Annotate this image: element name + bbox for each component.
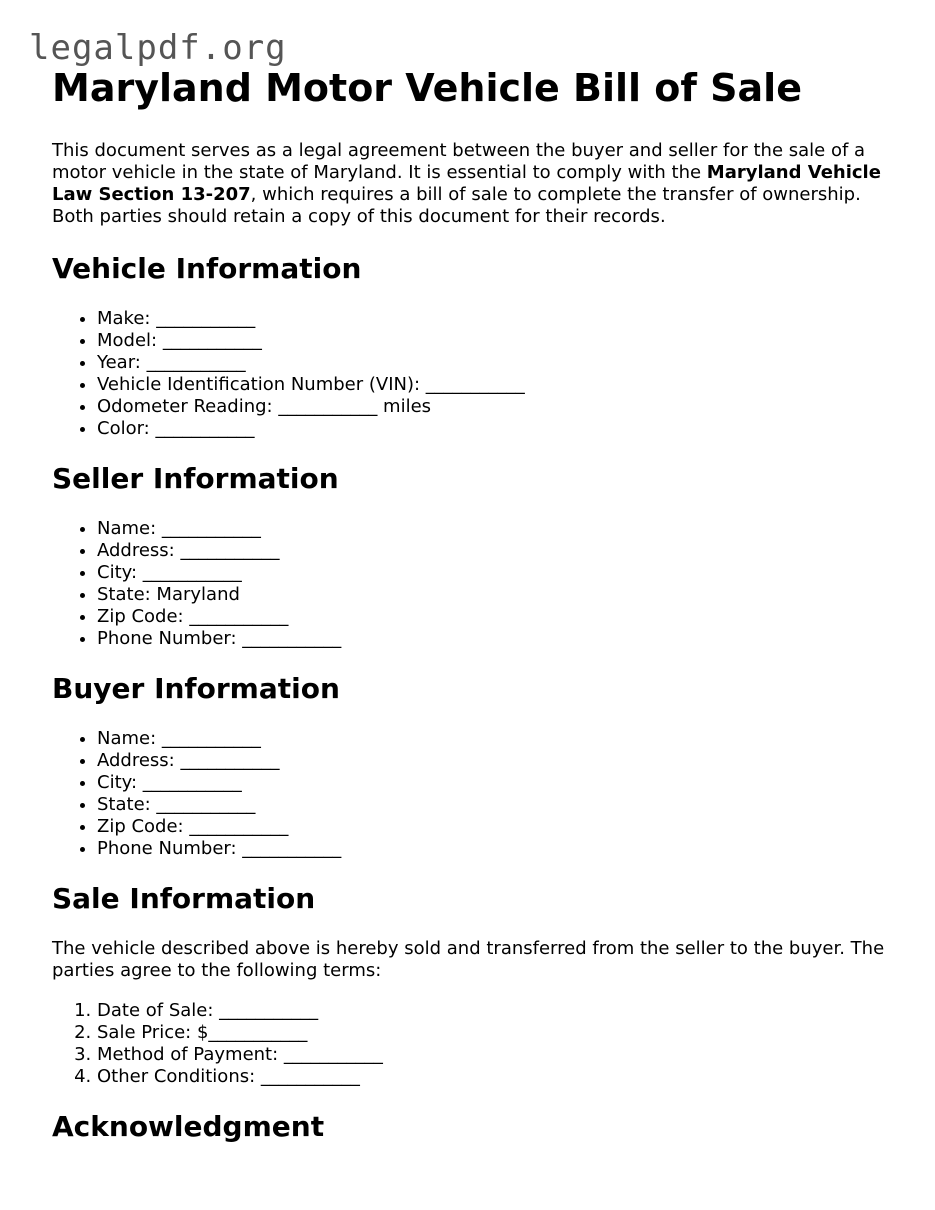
intro-text-2: , which requires a bill of sale to complete the transfer of ownership. Both parties should retain a copy of this document for their records.: [52, 184, 861, 227]
buyer-state: • State: ___________: [97, 794, 892, 816]
sale-price: 2. Sale Price: $___________: [97, 1022, 892, 1044]
seller-state: • State: Maryland: [97, 584, 892, 606]
buyer-zip: • Zip Code: ___________: [97, 816, 892, 838]
buyer-city: • City: ___________: [97, 772, 892, 794]
buyer-phone: • Phone Number: ___________: [97, 838, 892, 860]
document-page: [52, 62, 892, 1166]
seller-list: [52, 518, 892, 650]
vehicle-year: • Year: ___________: [97, 352, 892, 374]
acknowledgment-heading: Acknowledgment: [52, 1110, 325, 1143]
vehicle-odometer: • Odometer Reading: ___________ miles: [97, 396, 892, 418]
sale-terms-list: [52, 1000, 892, 1088]
vehicle-heading: Vehicle Information: [52, 252, 362, 285]
law-reference: Maryland Vehicle Law Section 13-207: [52, 162, 881, 205]
buyer-heading: Buyer Information: [52, 672, 340, 705]
sale-other-conditions: 4. Other Conditions: ___________: [97, 1066, 892, 1088]
vehicle-list: [52, 308, 892, 440]
sale-date: 1. Date of Sale: ___________: [97, 1000, 892, 1022]
sale-heading: Sale Information: [52, 882, 316, 915]
vehicle-make: • Make: ___________: [97, 308, 892, 330]
buyer-name: • Name: ___________: [97, 728, 892, 750]
seller-heading: Seller Information: [52, 462, 339, 495]
sale-paragraph: The vehicle described above is hereby sold and transferred from the seller to the buyer. The parties agree to the following terms:: [52, 938, 885, 981]
watermark: legalpdf.org: [29, 28, 287, 68]
seller-zip: • Zip Code: ___________: [97, 606, 892, 628]
vehicle-color: • Color: ___________: [97, 418, 892, 440]
buyer-address: • Address: ___________: [97, 750, 892, 772]
intro-paragraph: [52, 140, 892, 228]
seller-name: • Name: ___________: [97, 518, 892, 540]
sale-payment-method: 3. Method of Payment: ___________: [97, 1044, 892, 1066]
intro-text-1: This document serves as a legal agreement between the buyer and seller for the sale of a motor vehicle in the state of Maryland. It is essential to comply with the: [52, 140, 866, 183]
vehicle-vin: • Vehicle Identification Number (VIN): ___________: [97, 374, 892, 396]
seller-address: • Address: ___________: [97, 540, 892, 562]
page-title: Maryland Motor Vehicle Bill of Sale: [52, 66, 802, 110]
buyer-list: [52, 728, 892, 860]
seller-city: • City: ___________: [97, 562, 892, 584]
seller-phone: • Phone Number: ___________: [97, 628, 892, 650]
vehicle-model: • Model: ___________: [97, 330, 892, 352]
